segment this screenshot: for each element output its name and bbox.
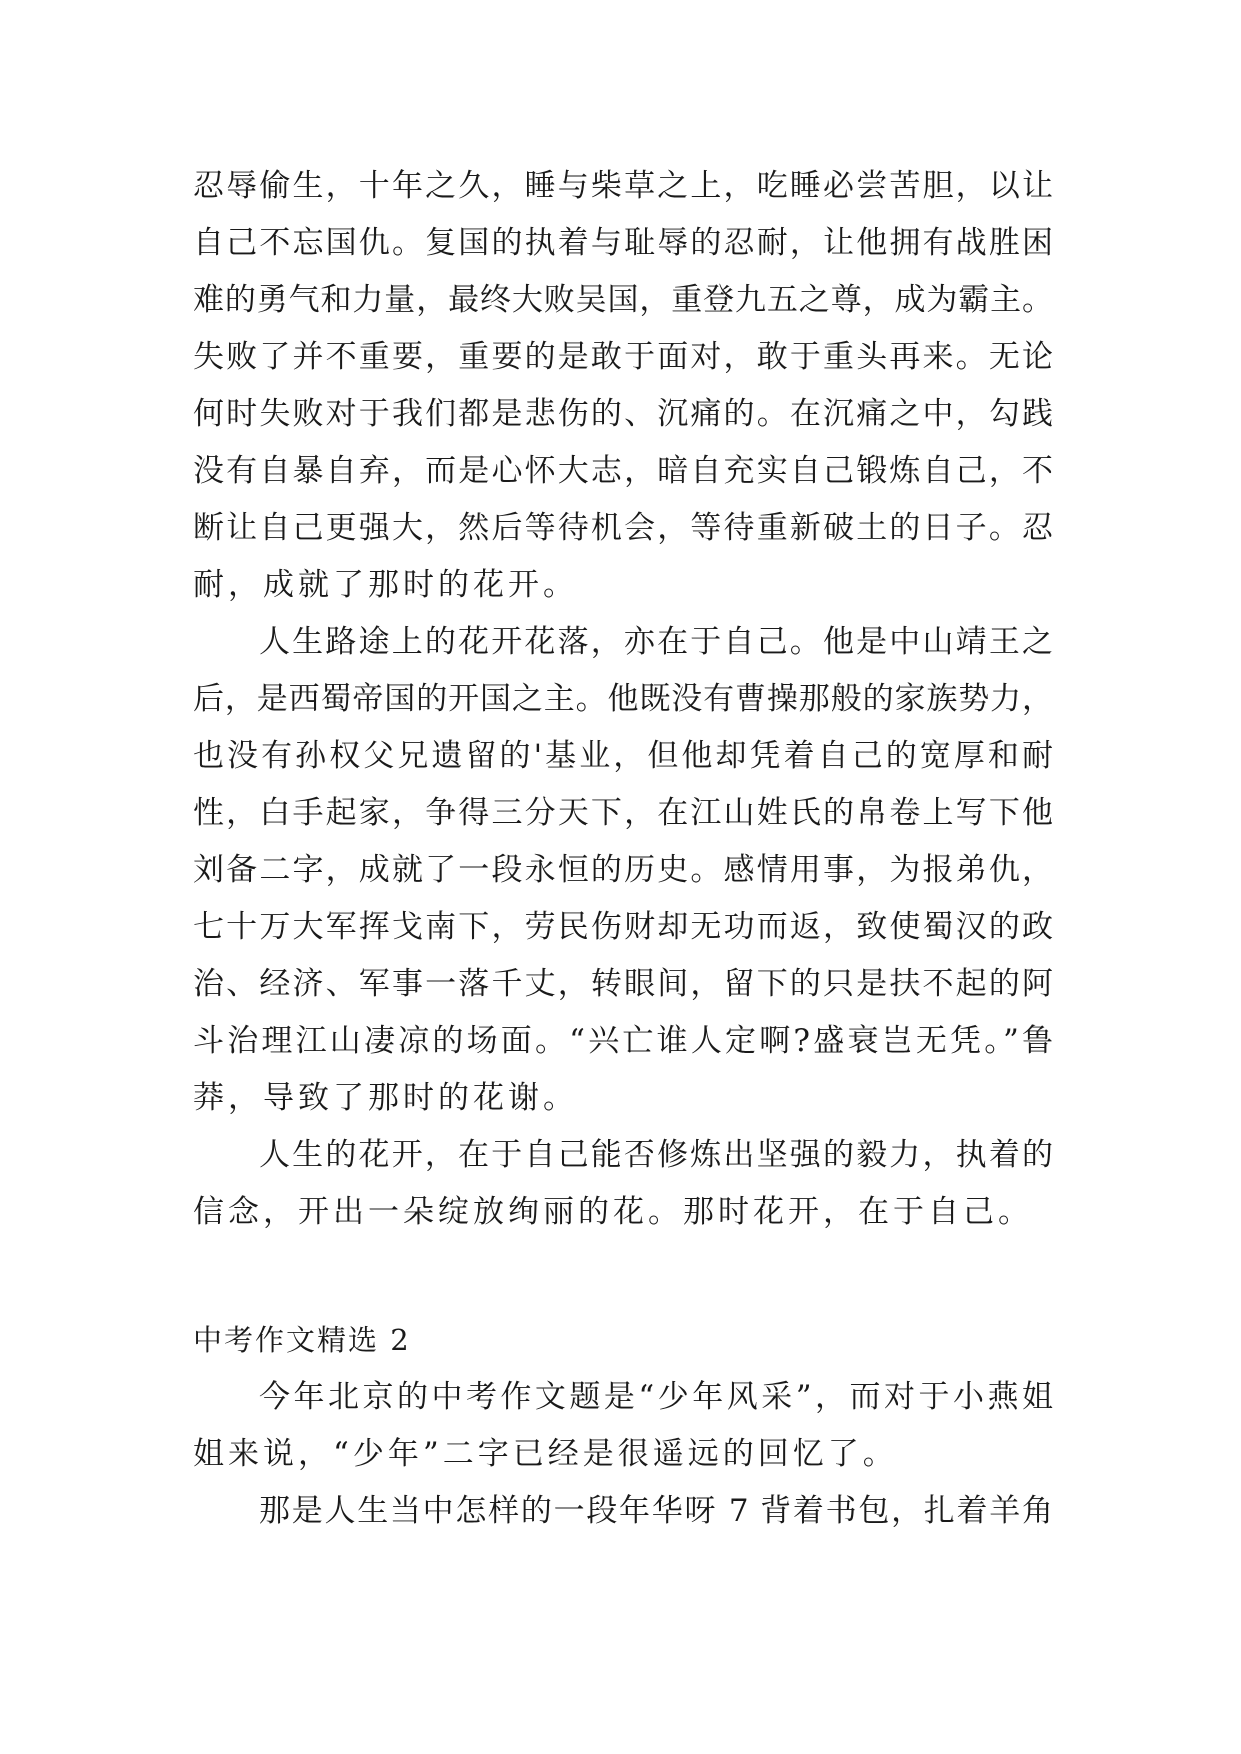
section-heading: 中考作文精选 2 <box>193 1323 411 1357</box>
paragraph-line: 今年北京的中考作文题是“少年风采”，而对于小燕姐 <box>259 1379 1053 1415</box>
paragraph-line: 刘备二字，成就了一段永恒的历史。感情用事，为报弟仇， <box>193 852 1053 888</box>
paragraph-line: 后，是西蜀帝国的开国之主。他既没有曹操那般的家族势力， <box>193 681 1053 717</box>
paragraph-line: 失败了并不重要，重要的是敢于面对，敢于重头再来。无论 <box>193 339 1053 375</box>
paragraph-line: 性，白手起家，争得三分天下，在江山姓氏的帛卷上写下他 <box>193 795 1053 831</box>
paragraph-line: 何时失败对于我们都是悲伤的、沉痛的。在沉痛之中，勾践 <box>193 396 1053 432</box>
paragraph-line: 也没有孙权父兄遗留的'基业，但他却凭着自己的宽厚和耐 <box>193 738 1053 774</box>
paragraph-line: 七十万大军挥戈南下，劳民伤财却无功而返，致使蜀汉的政 <box>193 909 1053 945</box>
paragraph-line: 人生路途上的花开花落，亦在于自己。他是中山靖王之 <box>259 624 1053 660</box>
paragraph-line: 耐，成就了那时的花开。 <box>193 567 578 603</box>
paragraph-line: 难的勇气和力量，最终大败吴国，重登九五之尊，成为霸主。 <box>193 282 1053 318</box>
paragraph-line: 忍辱偷生，十年之久，睡与柴草之上，吃睡必尝苦胆，以让 <box>193 168 1053 204</box>
paragraph-line: 没有自暴自弃，而是心怀大志，暗自充实自己锻炼自己，不 <box>193 453 1053 489</box>
paragraph-line: 姐来说，“少年”二字已经是很遥远的回忆了。 <box>193 1436 898 1472</box>
paragraph-line: 人生的花开，在于自己能否修炼出坚强的毅力，执着的 <box>259 1137 1053 1173</box>
paragraph-line: 信念，开出一朵绽放绚丽的花。那时花开，在于自己。 <box>193 1194 1033 1230</box>
paragraph-line: 治、经济、军事一落千丈，转眼间，留下的只是扶不起的阿 <box>193 966 1053 1002</box>
paragraph-line: 斗治理江山凄凉的场面。“兴亡谁人定啊?盛衰岂无凭。”鲁 <box>193 1023 1053 1059</box>
paragraph-line: 莽，导致了那时的花谢。 <box>193 1080 578 1116</box>
paragraph-line: 自己不忘国仇。复国的执着与耻辱的忍耐，让他拥有战胜困 <box>193 225 1053 261</box>
paragraph-line: 断让自己更强大，然后等待机会，等待重新破土的日子。忍 <box>193 510 1053 546</box>
paragraph-line: 那是人生当中怎样的一段年华呀 7 背着书包，扎着羊角 <box>259 1493 1053 1529</box>
